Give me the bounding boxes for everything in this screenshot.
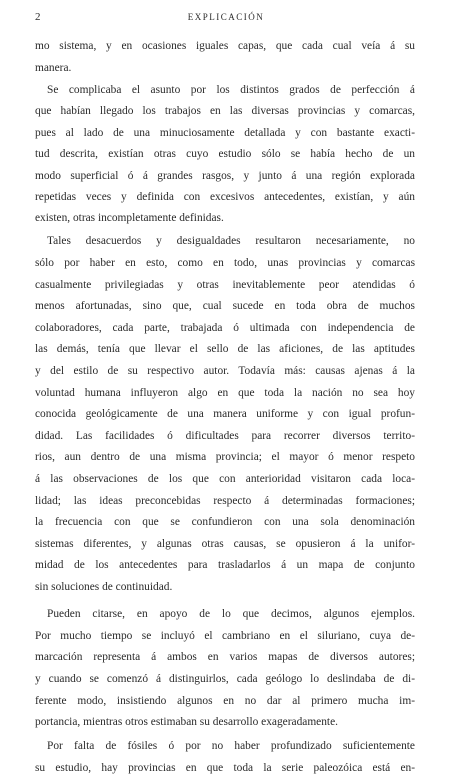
text-line: marcación representa á ambos en varios mapas de diversos autores; [35,652,415,663]
text-line: modo superficial ó á grandes rasgos, y junto á una región explorada [35,171,415,182]
text-line: existen, otras incompletamente definidas. [35,213,224,224]
running-head: EXPLICACIÓN [187,12,265,22]
text-line: sistemas diferentes, y algunas otras causas, se opusieron á la unifor- [35,539,415,550]
text-line: conocida geológicamente de una manera uniforme y con igual profun- [35,409,415,420]
text-line: didad. Las facilidades ó dificultades para recorrer diversos territo- [35,431,415,442]
text-line: portancia, mientras otros estimaban su desarrollo exageradamente. [35,717,339,728]
page-number: 2 [35,11,41,23]
text-line: y cuando se comenzó á distinguirlos, cada geólogo lo deslindaba de di- [35,674,415,685]
text-line: lidad; las ideas preconcebidas respecto á determinadas formaciones; [35,496,415,507]
text-line: midad de los antecedentes para trasladarlos á un mapa de conjunto [35,560,415,571]
text-line: rios, aun dentro de una misma provincia; el mayor ó menor respeto [35,452,415,463]
text-line: las demás, tenía que llevar el sello de las aficiones, de las aptitudes [35,344,415,355]
text-line: colaboradores, cada parte, trabajada ó ultimada con independencia de [35,323,415,334]
text-line: voluntad humana influyeron algo en que toda la nación no sea hoy [35,388,415,399]
text-line: ferente modo, insistiendo algunos en no dar al primero mucha im- [35,696,415,707]
text-line: Pueden citarse, en apoyo de lo que decimos, algunos ejemplos. [47,609,415,620]
text-line: Tales desacuerdos y desigualdades resultaron necesariamente, no [47,236,415,247]
text-line: Se complicaba el asunto por los distintos grados de perfección á [47,85,415,96]
text-line: Por mucho tiempo se incluyó el cambriano en el siluriano, cuya de- [35,631,415,642]
text-line: á las observaciones de los que con anterioridad visitaron cada loca- [35,474,415,485]
text-line: Por falta de fósiles ó por no haber profundizado suficientemente [47,741,415,752]
text-line: pues al lado de una minuciosamente detallada y con bastante exacti- [35,128,415,139]
text-line: mo sistema, y en ocasiones iguales capas, que cada cual veía á su [35,41,415,52]
text-line: sólo por haber en esto, como en todo, unas provincias y comarcas [35,258,415,269]
text-line: manera. [35,63,72,74]
text-line: y del estilo de su respectivo autor. Todavía más: causas ajenas á la [35,366,415,377]
text-line: la frecuencia con que se confundieron con una sola denominación [35,517,415,528]
text-line: tud descrita, existían otras cuyo estudio sólo se había hecho de un [35,149,415,160]
text-line: que habían llegado los trabajos en las diversas provincias y comarcas, [35,106,415,117]
text-line: sin soluciones de continuidad. [35,582,173,593]
text-line: menos afortunadas, sino que, cual sucede en toda obra de muchos [35,301,415,312]
text-line: repetidas veces y definida con excesivos antecedentes, existían, y aún [35,192,415,203]
text-line: casualmente privilegiadas y otras inevitablemente peor atendidas ó [35,280,415,291]
text-line: su estudio, hay provincias en que toda la serie paleozóica está en- [35,763,415,774]
